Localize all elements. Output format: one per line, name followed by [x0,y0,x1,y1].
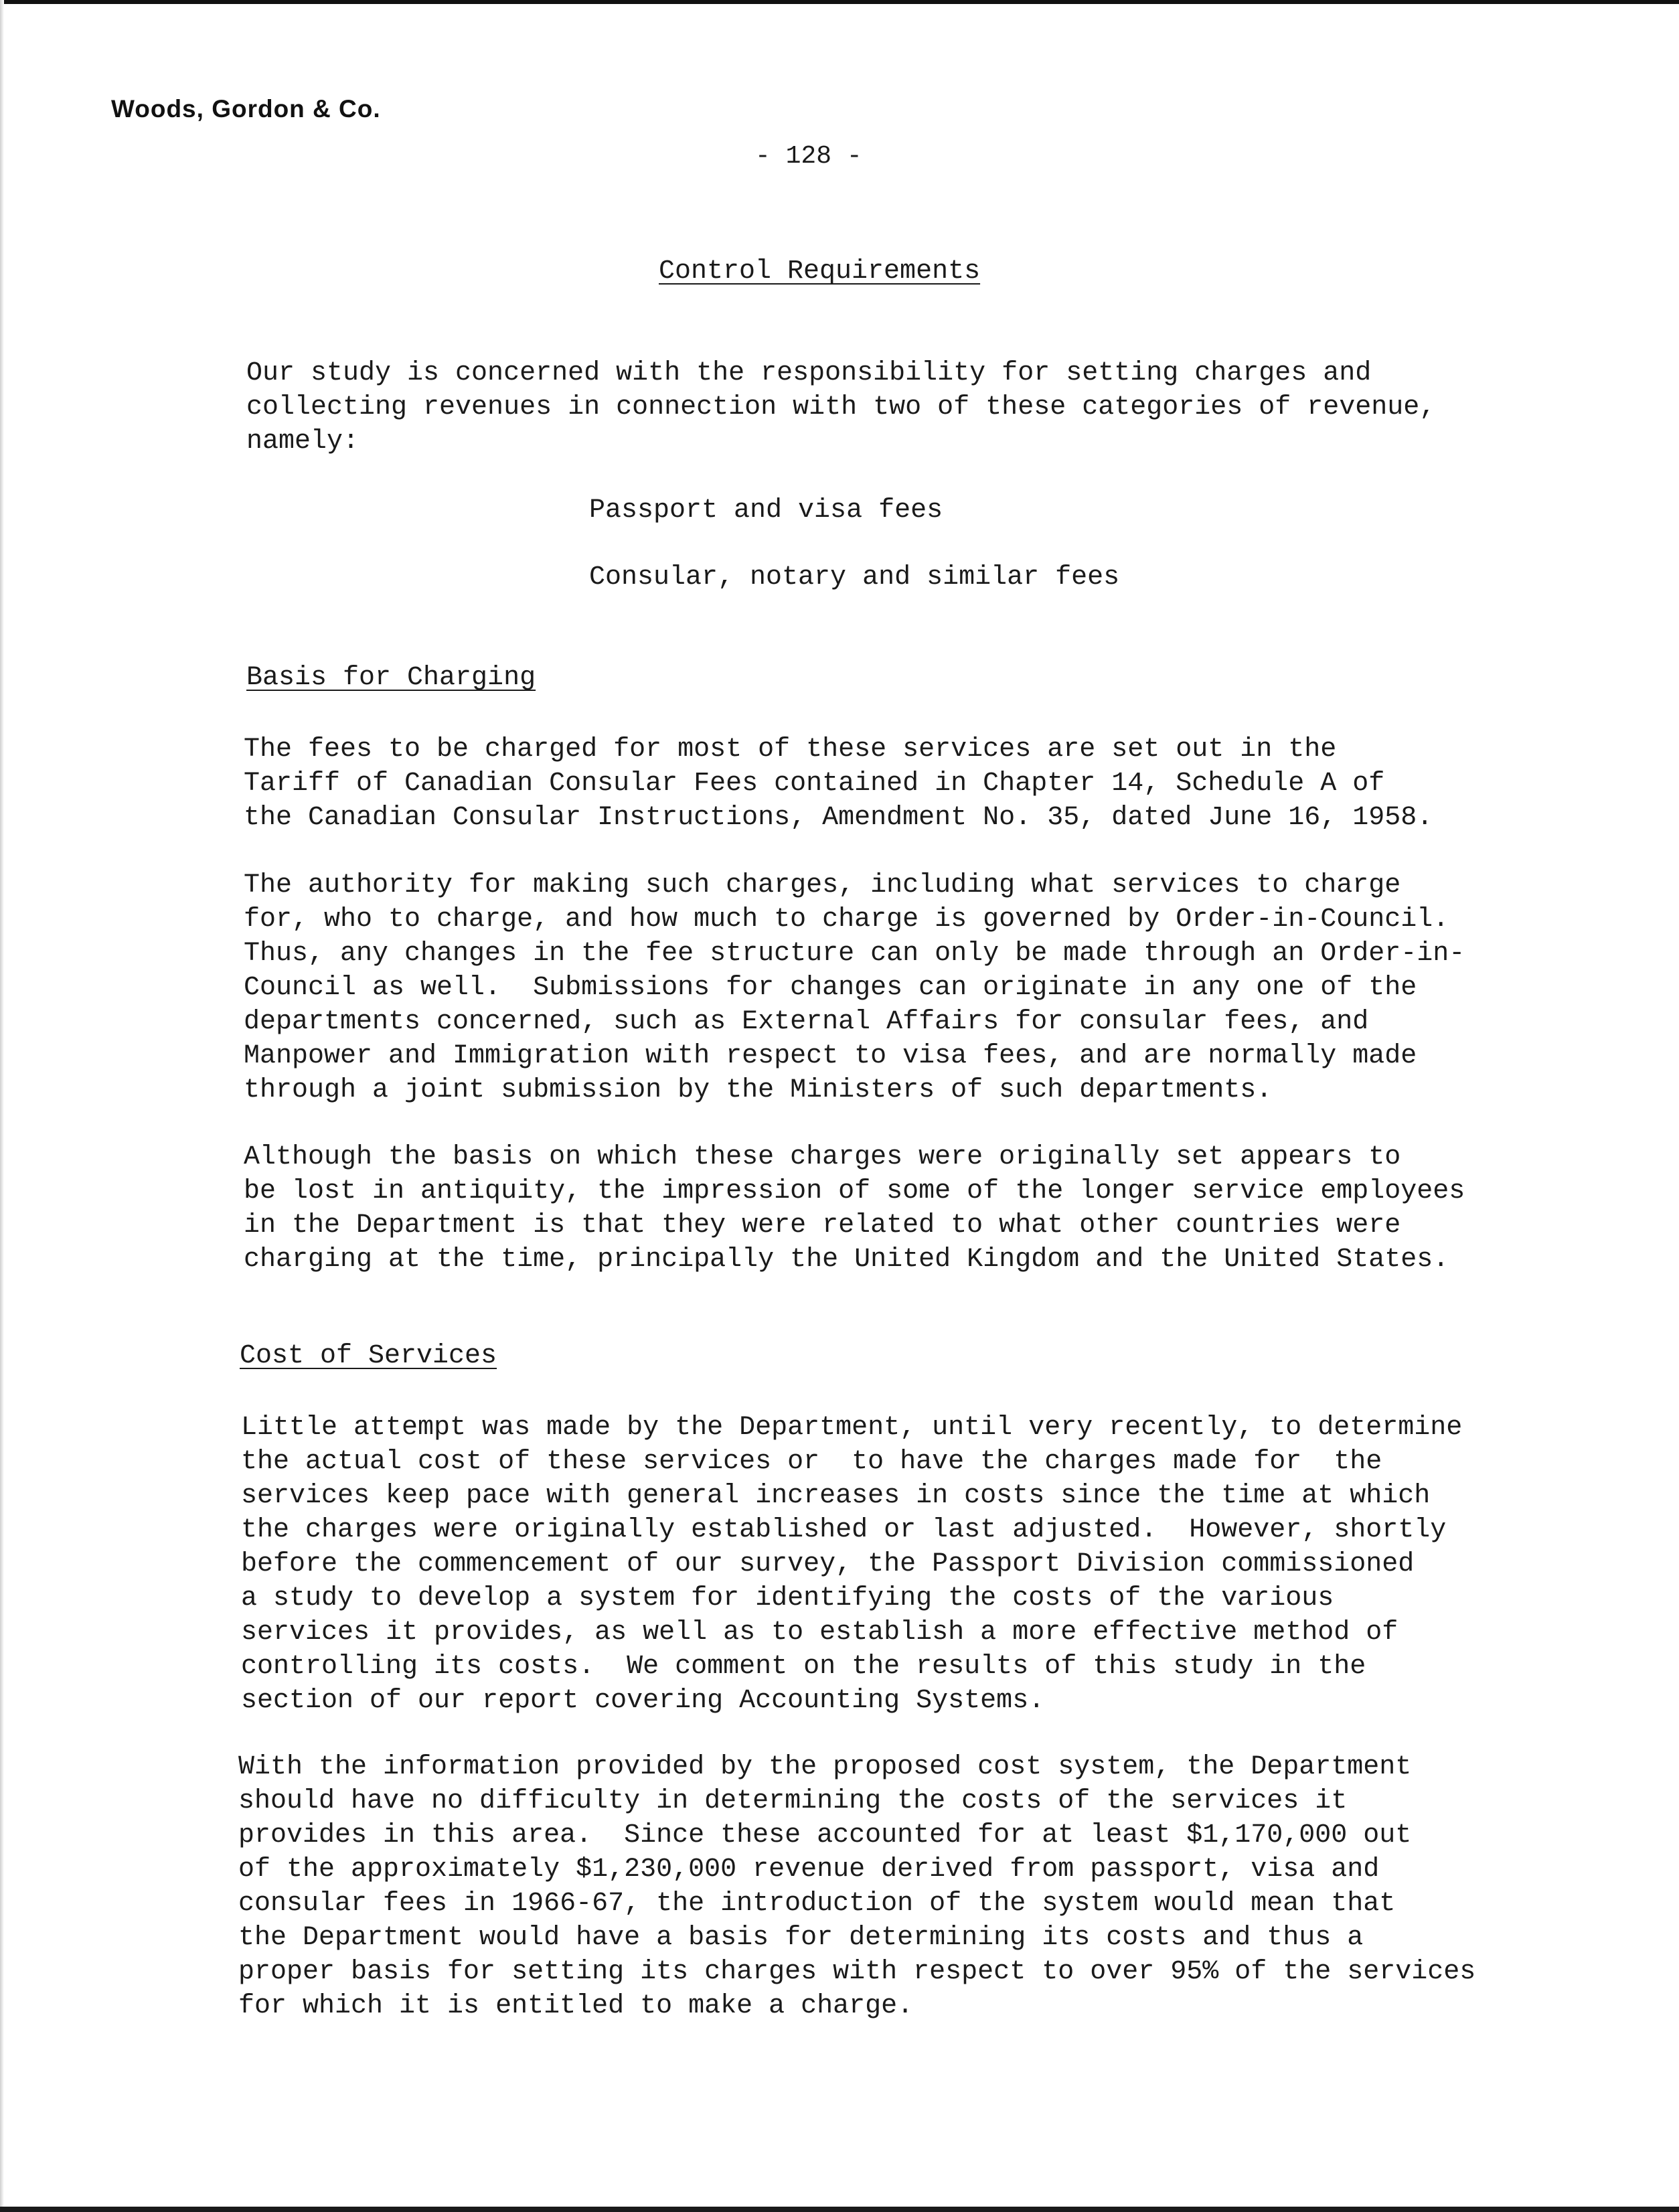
section-heading-basis-for-charging: Basis for Charging [246,663,536,693]
page-number: - 128 - [755,142,862,171]
intro-paragraph: Our study is concerned with the responsibility for setting charges and collecting revenues in connection with two of these categories of revenue, namely: [246,358,1436,457]
scan-edge-top [0,0,1679,4]
fee-category-passport-visa: Passport and visa fees [589,495,943,526]
section-heading-control-requirements: Control Requirements [659,256,981,287]
section-heading-cost-of-services: Cost of Services [240,1341,497,1371]
scan-edge-left [0,0,4,2212]
fee-category-consular-notary: Consular, notary and similar fees [589,562,1120,592]
basis-paragraph-authority: The authority for making such charges, including what services to charge for, who to charge, and how much to charge is governed by Order-in-Council. Thus, any changes in the fee structure can only be made through an Order-in- Council as well. Submissions for changes can originate in any one of the departments concerned, such as External Affairs for consular fees, and Manpower and Immigration with respect to visa fees, and are normally made through a joint submission by the Ministers of such departments. [244,870,1465,1105]
cost-paragraph-attempt: Little attempt was made by the Department, until very recently, to determine the actual cost of these services or to have the charges made for the services keep pace with general increases in costs since the time at which the charges were originally established or last adjusted. However, shortly before the commencement of our survey, the Passport Division commissioned a study to develop a system for identifying the costs of the various services it provides, as well as to establish a more effective method of controlling its costs. We comment on the results of this study in the section of our report covering Accounting Systems. [241,1413,1463,1716]
cost-paragraph-information: With the information provided by the proposed cost system, the Department should have no difficulty in determining the costs of the services it provides in this area. Since these accounted for at least $1,170,000 out of the approximately $1,230,000 revenue derived from passport, visa and consular fees in 1966-67, the introduction of the system would mean that the Department would have a basis for determining its costs and thus a proper basis for setting its charges with respect to over 95% of the services for which it is entitled to make a charge. [238,1752,1476,2021]
basis-paragraph-tariff: The fees to be charged for most of these services are set out in the Tariff of Canadian Consular Fees contained in Chapter 14, Schedule A of the Canadian Consular Instructions, Amendment No. 35, dated June 16, 1958. [244,734,1433,833]
scan-edge-bottom [0,2207,1679,2212]
basis-paragraph-antiquity: Although the basis on which these charges were originally set appears to be lost in antiquity, the impression of some of the longer service employees in the Department is that they were related to what other countries were charging at the time, principally the United Kingdom and the United States. [244,1142,1465,1275]
letterhead: Woods, Gordon & Co. [111,95,381,123]
